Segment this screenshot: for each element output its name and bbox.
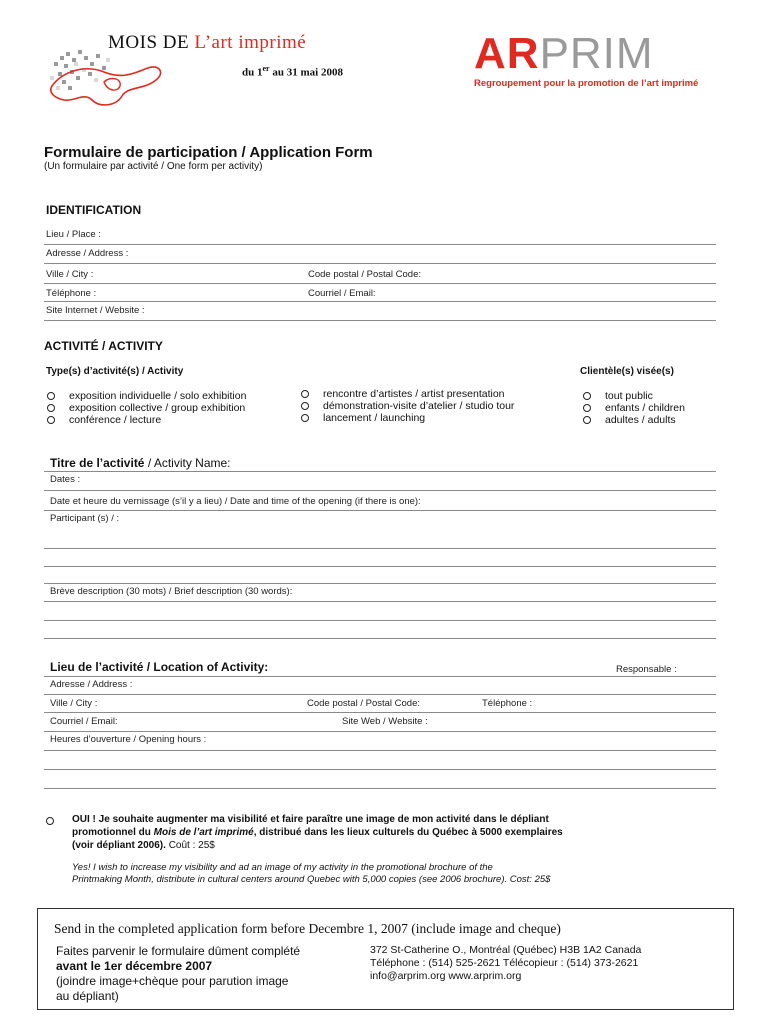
divider — [44, 283, 716, 284]
promo-text-en — [72, 862, 550, 886]
org-tagline: Regroupement pour la promotion de l’art imprimé — [474, 78, 699, 89]
postal-code-field[interactable]: Code postal / Postal Code: — [308, 269, 422, 280]
description-line[interactable] — [44, 620, 716, 621]
activity-name-label-rest: / Activity Name: — [144, 456, 231, 470]
hours-line[interactable] — [44, 788, 716, 789]
event-title-a: MOIS DE — [108, 32, 190, 53]
form-title: Formulaire de participation / Application Form — [44, 144, 373, 161]
divider — [44, 471, 716, 472]
radio-label: enfants / children — [605, 402, 685, 414]
promo-fr-2a: promotionnel du — [72, 827, 154, 838]
org-logo — [474, 29, 734, 94]
location-email-field[interactable]: Courriel / Email: — [50, 716, 118, 727]
opening-field[interactable]: Date et heure du vernissage (s’il y a lieu) / Date and time of the opening (if there is one): — [50, 496, 421, 507]
radio-label: lancement / launching — [323, 412, 426, 424]
location-heading: Lieu de l’activité / Location of Activity: — [50, 660, 269, 674]
radio-label: rencontre d’artistes / artist presentation — [323, 388, 505, 400]
divider — [44, 510, 716, 511]
promo-fr-3a: (voir dépliant 2006). — [72, 840, 166, 851]
promo-en-line-2: Printmaking Month, distribute in cultural centers around Quebec with 5,000 copies (see 2006 brochure). Cost: 25$ — [72, 874, 551, 885]
hours-line[interactable] — [44, 750, 716, 751]
radio-icon[interactable] — [301, 402, 309, 410]
org-logo-a: AR — [474, 29, 540, 78]
divider — [44, 320, 716, 321]
website-field[interactable]: Site Internet / Website : — [46, 305, 145, 316]
participants-line[interactable] — [44, 548, 716, 549]
footer-fr-4: au dépliant) — [56, 989, 119, 1003]
event-dates-sup: er — [262, 64, 270, 73]
promo-fr-2c: , distribué dans les lieux culturels du Québec à 5000 exemplaires — [253, 827, 563, 838]
promo-radio-icon[interactable] — [46, 817, 54, 825]
radio-icon[interactable] — [301, 390, 309, 398]
location-phone-field[interactable]: Téléphone : — [482, 698, 533, 709]
activity-name-field[interactable] — [50, 456, 231, 470]
promo-fr-3b: Coût : 25$ — [165, 840, 215, 851]
radio-children[interactable] — [583, 402, 685, 414]
phone-field[interactable]: Téléphone : — [46, 288, 97, 299]
hours-line[interactable] — [44, 769, 716, 770]
activity-types-heading: Type(s) d’activité(s) / Activity — [46, 366, 184, 377]
footer-phone-fax: Téléphone : (514) 525-2621 Télécopieur : (514) 373-2621 — [370, 957, 639, 969]
divider — [44, 244, 716, 245]
activity-heading: ACTIVITÉ / ACTIVITY — [44, 339, 163, 353]
radio-artist-presentation[interactable] — [301, 388, 505, 400]
radio-icon[interactable] — [47, 416, 55, 424]
footer-address: 372 St-Catherine O., Montréal (Québec) H3B 1A2 Canada — [370, 944, 642, 956]
divider — [44, 731, 716, 732]
radio-icon[interactable] — [301, 414, 309, 422]
footer-box — [37, 908, 734, 1010]
description-line[interactable] — [44, 638, 716, 639]
dates-field[interactable]: Dates : — [50, 474, 81, 485]
identification-heading: IDENTIFICATION — [46, 203, 142, 217]
footer-fr-2: avant le 1er décembre 2007 — [56, 959, 213, 973]
event-logo — [44, 30, 389, 110]
event-dates-prefix: du 1 — [242, 66, 263, 79]
event-title-b: L’art imprimé — [194, 32, 307, 53]
footer-contact — [370, 944, 641, 983]
activity-name-label-bold: Titre de l’activité — [50, 456, 145, 470]
radio-label: adultes / adults — [605, 414, 676, 426]
radio-group-exhibition[interactable] — [47, 402, 245, 414]
location-address-field[interactable]: Adresse / Address : — [50, 679, 133, 690]
radio-adults[interactable] — [583, 414, 676, 426]
org-logo-wordmark — [474, 29, 734, 78]
footer-fr-instructions — [56, 944, 300, 1004]
participants-field[interactable]: Participant (s) / : — [50, 513, 120, 524]
radio-label: conférence / lecture — [69, 414, 162, 426]
description-field[interactable]: Brève description (30 mots) / Brief description (30 words): — [50, 586, 293, 597]
opening-hours-field[interactable]: Heures d’ouverture / Opening hours : — [50, 734, 207, 745]
event-title — [108, 32, 306, 54]
place-field[interactable]: Lieu / Place : — [46, 229, 101, 240]
radio-general-public[interactable] — [583, 390, 653, 402]
location-website-field[interactable]: Site Web / Website : — [342, 716, 428, 727]
divider — [44, 676, 716, 677]
location-city-field[interactable]: Ville / City : — [50, 698, 98, 709]
promo-fr-line-1: OUI ! Je souhaite augmenter ma visibilité et faire paraître une image de mon activité dans le dépliant — [72, 814, 549, 825]
form-subtitle: (Un formulaire par activité / One form per activity) — [44, 161, 263, 172]
event-dates-suffix: au 31 mai 2008 — [269, 66, 343, 79]
promo-fr-2b: Mois de l’art imprimé — [153, 827, 254, 838]
divider — [44, 490, 716, 491]
radio-icon[interactable] — [47, 404, 55, 412]
footer-fr-1: Faites parvenir le formulaire dûment complété — [56, 944, 301, 958]
radio-icon[interactable] — [47, 392, 55, 400]
radio-label: démonstration-visite d’atelier / studio tour — [323, 400, 515, 412]
send-line: Send in the completed application form before Decembre 1, 2007 (include image and cheque) — [54, 921, 561, 936]
radio-studio-tour[interactable] — [301, 400, 514, 412]
location-postal-field[interactable]: Code postal / Postal Code: — [307, 698, 421, 709]
radio-label: tout public — [605, 390, 653, 402]
event-dates — [242, 64, 343, 79]
city-field[interactable]: Ville / City : — [46, 269, 94, 280]
radio-solo-exhibition[interactable] — [47, 390, 246, 402]
radio-icon[interactable] — [583, 416, 591, 424]
address-field[interactable]: Adresse / Address : — [46, 248, 129, 259]
description-line[interactable] — [44, 601, 716, 602]
participants-line[interactable] — [44, 583, 716, 584]
participants-line[interactable] — [44, 566, 716, 567]
footer-fr-3: (joindre image+chèque pour parution image — [56, 974, 289, 988]
org-logo-b: PRIM — [539, 29, 654, 78]
radio-icon[interactable] — [583, 404, 591, 412]
clientele-heading: Clientèle(s) visée(s) — [580, 366, 674, 377]
radio-label: exposition individuelle / solo exhibition — [69, 390, 247, 402]
promo-fr-line-2 — [72, 826, 563, 839]
divider — [44, 301, 716, 302]
divider — [44, 263, 716, 264]
radio-lecture[interactable] — [47, 414, 161, 426]
promo-fr-line-3 — [72, 839, 563, 852]
email-field[interactable]: Courriel / Email: — [308, 288, 376, 299]
promo-en-line-1: Yes! I wish to increase my visibility and ad an image of my activity in the promotional brochure of the — [72, 862, 493, 873]
responsible-field[interactable]: Responsable : — [616, 664, 677, 675]
promo-text-fr — [72, 813, 563, 852]
radio-launching[interactable] — [301, 412, 425, 424]
footer-email-web[interactable]: info@arprim.org www.arprim.org — [370, 970, 522, 982]
radio-icon[interactable] — [583, 392, 591, 400]
divider — [44, 694, 716, 695]
radio-label: exposition collective / group exhibition — [69, 402, 246, 414]
divider — [44, 712, 716, 713]
